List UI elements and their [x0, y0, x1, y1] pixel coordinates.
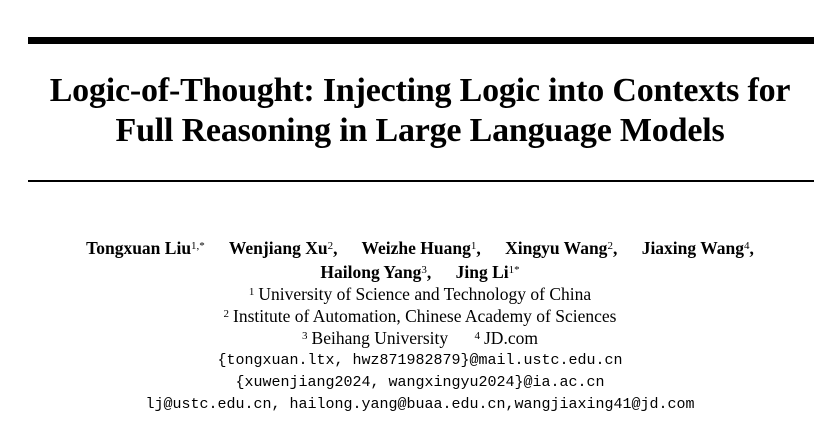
- author: Xingyu Wang$^2$,: [505, 238, 618, 258]
- author: Jing $Li^{1*}$: [455, 262, 520, 282]
- author-row-2: [0, 260, 840, 284]
- affiliation: $^3$ Beihang University: [302, 328, 449, 348]
- author-row-1: [0, 236, 840, 260]
- author: Tongxuan Liu$^{1,*}$: [86, 238, 205, 258]
- author: Wenjiang Xu$^2$,: [228, 238, 338, 258]
- email-line: {xuwenjiang2024, wangxingyu2024}@ia.ac.cn: [235, 374, 605, 391]
- affiliation: $^1$ University of Science and Technology of China: [248, 284, 592, 304]
- author: Jiaxing Wang$^4$,: [641, 238, 754, 258]
- bottom-rule: [28, 180, 814, 182]
- paper-title: [0, 71, 840, 151]
- email-list: [0, 350, 840, 416]
- email-line: lj@ustc.edu.cn, hailong.yang@buaa.edu.cn,wangjiaxing41@jd.com: [145, 396, 695, 413]
- title-line-1: Logic-of-Thought: Injecting Logic into Contexts for: [49, 72, 791, 109]
- affiliation: $^4$ JD.com: [474, 328, 538, 348]
- affiliation-row: [0, 327, 840, 349]
- top-rule: [28, 37, 814, 44]
- author: Hailong Yang$^3$,: [320, 262, 432, 282]
- author-list: [0, 236, 840, 284]
- author: Weizhe Huang$^1$,: [361, 238, 481, 258]
- affiliation-list: [0, 283, 840, 349]
- email-line: {tongxuan.ltx, hwz871982879}@mail.ustc.edu.cn: [217, 352, 623, 369]
- affiliation: $^2$ Institute of Automation, Chinese Academy of Sciences: [223, 306, 617, 326]
- title-line-2: Full Reasoning in Large Language Models: [115, 112, 725, 149]
